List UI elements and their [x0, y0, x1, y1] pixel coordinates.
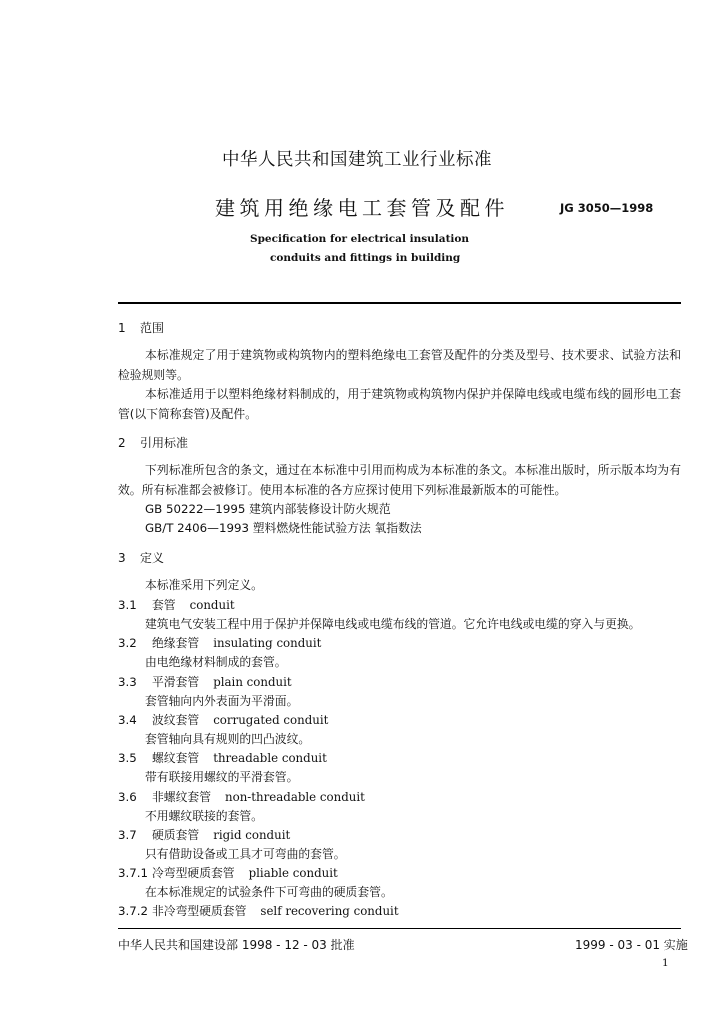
term-cn: 非螺纹套管 — [152, 790, 211, 804]
section-title: 范围 — [140, 321, 165, 335]
top-divider — [118, 302, 681, 304]
approval-date: 中华人民共和国建设部 1998 - 12 - 03 批准 — [118, 938, 355, 952]
term-3-6-definition: 不用螺纹联接的套管。 — [145, 809, 263, 823]
section-heading-3 — [118, 549, 164, 566]
section-title: 定义 — [140, 551, 165, 565]
reference-gb-t-2406: GB/T 2406—1993 塑料燃烧性能试验方法 氧指数法 — [145, 521, 422, 535]
section-2-paragraph-1: 下列标准所包含的条文，通过在本标准中引用而构成为本标准的条文。本标准出版时，所示版本均为有效。所有标准都会被修订。使用本标准的各方应探讨使用下列标准最新版本的可能性。 — [118, 463, 681, 497]
term-number: 3.1 — [118, 598, 137, 612]
reference-gb-50222: GB 50222—1995 建筑内部装修设计防火规范 — [145, 502, 391, 516]
bottom-divider — [118, 928, 681, 929]
term-3-4-definition: 套管轴向具有规则的凹凸波纹。 — [145, 732, 311, 746]
term-cn: 硬质套管 — [152, 828, 200, 842]
term-3-1-definition: 建筑电气安装工程中用于保护并保障电线或电缆布线的管道。它允许电线或电缆的穿入与更换。 — [145, 617, 641, 631]
section-number: 2 — [118, 436, 126, 450]
section-1-paragraph-1: 本标准规定了用于建筑物或构筑物内的塑料绝缘电工套管及配件的分类及型号、技术要求、试验方法和检验规则等。 — [118, 348, 681, 382]
effective-date: 1999 - 03 - 01 实施 — [575, 938, 688, 952]
term-en: threadable conduit — [213, 751, 327, 765]
term-3-3 — [118, 673, 292, 690]
english-title-line2: conduits and fittings in building — [270, 252, 461, 264]
term-cn: 波纹套管 — [152, 713, 200, 727]
term-en: conduit — [189, 598, 235, 612]
term-cn: 绝缘套管 — [152, 636, 200, 650]
term-number: 3.7.1 — [118, 866, 149, 880]
term-number: 3.6 — [118, 790, 137, 804]
term-cn: 套管 — [152, 598, 176, 612]
term-3-6 — [118, 788, 365, 805]
term-en: self recovering conduit — [260, 904, 399, 918]
term-number: 3.5 — [118, 751, 137, 765]
section-3-intro: 本标准采用下列定义。 — [145, 578, 263, 592]
term-3-5 — [118, 749, 327, 766]
section-heading-2 — [118, 434, 188, 451]
section-title: 引用标准 — [140, 436, 189, 450]
term-cn: 平滑套管 — [152, 675, 200, 689]
term-3-1 — [118, 596, 235, 613]
term-3-5-definition: 带有联接用螺纹的平滑套管。 — [145, 770, 299, 784]
document-title: 建筑用绝缘电工套管及配件 — [215, 196, 509, 220]
term-3-2-definition: 由电绝缘材料制成的套管。 — [145, 655, 287, 669]
term-3-7-definition: 只有借助设备或工具才可弯曲的套管。 — [145, 847, 346, 861]
term-en: rigid conduit — [213, 828, 291, 842]
section-heading-1 — [118, 319, 164, 336]
term-3-7-2 — [118, 902, 399, 919]
term-number: 3.4 — [118, 713, 137, 727]
term-number: 3.3 — [118, 675, 137, 689]
term-3-3-definition: 套管轴向内外表面为平滑面。 — [145, 694, 299, 708]
term-en: pliable conduit — [248, 866, 338, 880]
term-3-7-1-definition: 在本标准规定的试验条件下可弯曲的硬质套管。 — [145, 885, 393, 899]
term-3-7 — [118, 826, 290, 843]
term-number: 3.7 — [118, 828, 137, 842]
standard-code: JG 3050—1998 — [560, 201, 654, 215]
term-en: corrugated conduit — [213, 713, 329, 727]
term-number: 3.7.2 — [118, 904, 149, 918]
section-number: 3 — [118, 551, 126, 565]
term-cn: 冷弯型硬质套管 — [152, 866, 235, 880]
term-3-7-1 — [118, 864, 338, 881]
term-cn: 螺纹套管 — [152, 751, 200, 765]
term-en: plain conduit — [213, 675, 292, 689]
section-1-paragraph-2: 本标准适用于以塑料绝缘材料制成的，用于建筑物或构筑物内保护并保障电线或电缆布线的圆形电工套管(以下简称套管)及配件。 — [118, 387, 681, 421]
term-3-4 — [118, 711, 328, 728]
section-number: 1 — [118, 321, 126, 335]
term-en: insulating conduit — [213, 636, 322, 650]
term-cn: 非冷弯型硬质套管 — [152, 904, 247, 918]
english-title-line1: Specification for electrical insulation — [250, 233, 470, 245]
issuing-organization: 中华人民共和国建筑工业行业标准 — [222, 150, 492, 170]
term-en: non-threadable conduit — [225, 790, 365, 804]
term-3-2 — [118, 634, 321, 651]
term-number: 3.2 — [118, 636, 137, 650]
page-number: 1 — [662, 957, 669, 969]
